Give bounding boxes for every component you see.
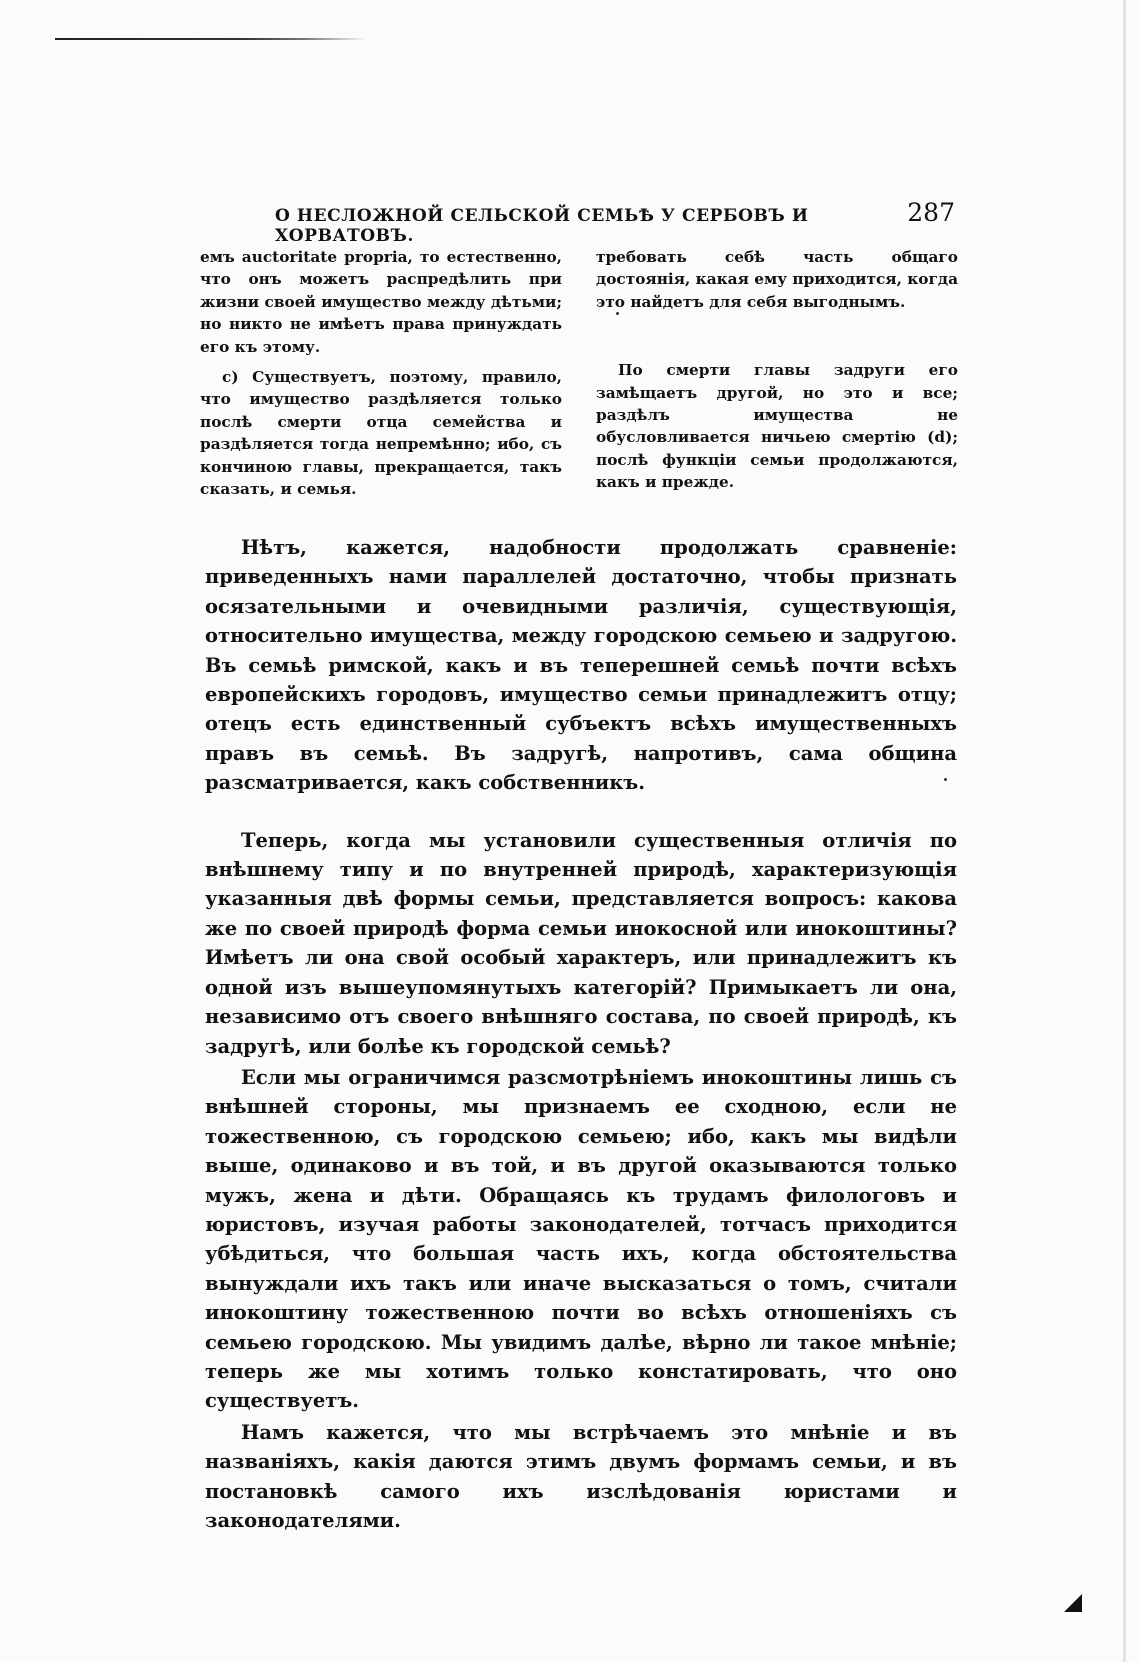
left-column: [200, 246, 562, 500]
left-column-para-1: емъ auctoritate propria, то естественно, что онъ можетъ распредѣлить при жизни своей имущество между дѣтьми; но никто не имѣетъ права принуждать его къ этому.: [200, 248, 562, 356]
corner-mark: [1064, 1594, 1082, 1612]
body-paragraph-3: Если мы ограничимся разсмотрѣніемъ инокоштины лишь съ внѣшней стороны, мы признаемъ ее сходною, если не тожественною, съ городскою семьею; ибо, какъ мы видѣли выше, одинаково и въ той, и въ другой оказываются только мужъ, жена и дѣти. Обращаясь къ трудамъ филологовъ и юристовъ, изучая работы законодателей, тотчасъ приходится убѣдиться, что большая часть ихъ, когда обстоятельства вынуждали ихъ такъ или иначе высказаться о томъ, считали инокоштину тожественною почти во всѣхъ отношеніяхъ съ семьею городскою. Мы увидимъ далѣе, вѣрно ли такое мнѣніе; теперь же мы хотимъ только констатировать, что оно существуетъ.: [205, 1065, 957, 1413]
scan-speck: [616, 312, 619, 315]
scan-speck: [944, 778, 947, 781]
footnote-columns: [200, 246, 958, 500]
right-column-para-1: требовать себѣ часть общаго достоянія, какая ему приходится, когда это найдетъ для себя выгоднымъ.: [596, 248, 958, 311]
top-rule: [55, 38, 367, 40]
right-column: [596, 246, 958, 500]
body-paragraph-4: Намъ кажется, что мы встрѣчаемъ это мнѣніе и въ названіяхъ, какія даются этимъ двумъ формамъ семьи, и въ постановкѣ самого ихъ изслѣдованія юристами и законодателями.: [205, 1420, 957, 1532]
running-header: [275, 198, 955, 246]
page-number: 287: [907, 198, 955, 227]
right-column-para-2: По смерти главы задруги его замѣщаетъ другой, но это и все; раздѣлъ имущества не обусловливается ничьею смертію (d); послѣ функціи семьи продолжаются, какъ и прежде.: [596, 361, 958, 492]
page-edge-line: [1123, 0, 1126, 1662]
main-text: [205, 533, 957, 1535]
body-paragraph-2: Теперь, когда мы установили существенныя отличія по внѣшнему типу и по внутренней природѣ, характеризующія указанныя двѣ формы семьи, представляется вопросъ: какова же по своей природѣ форма семьи инокосной или инокоштины? Имѣетъ ли она свой особый характеръ, или принадлежитъ къ одной изъ вышеупомянутыхъ категорій? Примыкаетъ ли она, независимо отъ своего внѣшняго состава, по своей природѣ, къ задругѣ, или болѣе къ городской семьѣ?: [205, 828, 957, 1058]
left-column-para-2: c) Существуетъ, поэтому, правило, что имущество раздѣляется только послѣ смерти отца семейства и раздѣляется тогда непремѣнно; ибо, съ кончиною главы, прекращается, такъ сказать, и семья.: [200, 368, 562, 499]
body-paragraph-1: Нѣтъ, кажется, надобности продолжать сравненіе: приведенныхъ нами параллелей достаточно, чтобы признать осязательными и очевидными различія, существующія, относительно имущества, между городскою семьею и задругою. Въ семьѣ римской, какъ и въ теперешней семьѣ почти всѣхъ европейскихъ городовъ, имущество семьи принадлежитъ отцу; отецъ есть единственный субъектъ всѣхъ имущественныхъ правъ въ семьѣ. Въ задругѣ, напротивъ, сама община разсматривается, какъ собственникъ.: [205, 536, 957, 795]
running-head-title: О НЕСЛОЖНОЙ СЕЛЬСКОЙ СЕМЬѢ У СЕРБОВЪ И ХОРВАТОВЪ.: [275, 206, 809, 246]
